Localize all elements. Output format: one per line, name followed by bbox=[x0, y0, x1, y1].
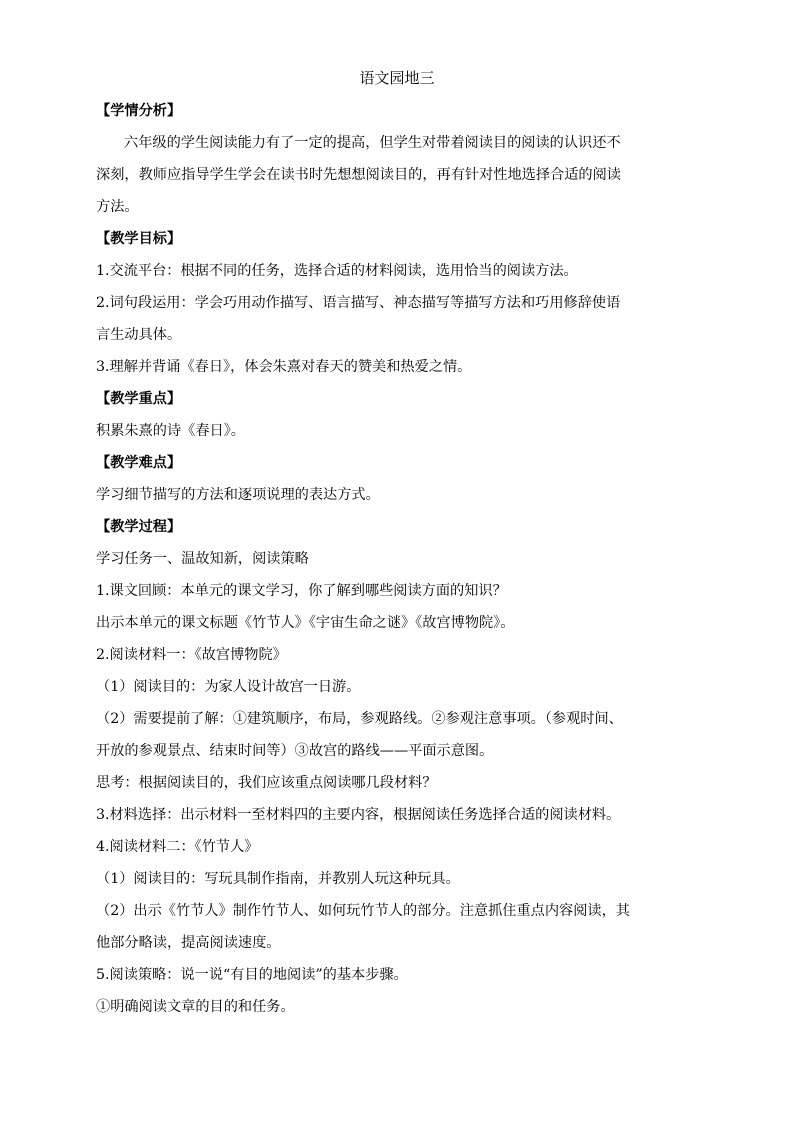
goal-item-1: 1.交流平台：根据不同的任务，选择合适的材料阅读，选用恰当的阅读方法。 bbox=[96, 263, 578, 279]
process-line: （2）出示《竹节人》制作竹节人、如何玩竹节人的部分。注意抓住重点内容阅读，其 bbox=[96, 903, 630, 919]
process-line: （1）阅读目的：写玩具制作指南，并教别人玩这种玩具。 bbox=[96, 871, 460, 887]
process-line: 2.阅读材料一：《故宫博物院》 bbox=[96, 647, 287, 663]
process-line: 1.课文回顾：本单元的课文学习，你了解到哪些阅读方面的知识？ bbox=[96, 583, 507, 599]
process-line: 学习任务一、温故知新，阅读策略 bbox=[96, 551, 309, 567]
process-line: 5.阅读策略：说一说“有目的地阅读”的基本步骤。 bbox=[96, 967, 408, 983]
section-heading-key-point: 【教学重点】 bbox=[96, 391, 182, 407]
process-line: 出示本单元的课文标题《竹节人》《宇宙生命之谜》《故宫博物院》。 bbox=[96, 615, 515, 631]
goal-item-2: 2.词句段运用：学会巧用动作描写、语言描写、神态描写等描写方法和巧用修辞使语 bbox=[96, 295, 621, 311]
analysis-line-2: 深刻，教师应指导学生学会在读书时先想想阅读目的，再有针对性地选择合适的阅读 bbox=[96, 167, 621, 183]
process-line: 思考：根据阅读目的，我们应该重点阅读哪几段材料？ bbox=[96, 775, 437, 791]
analysis-line-1: 六年级的学生阅读能力有了一定的提高，但学生对带着阅读目的阅读的认识还不 bbox=[124, 135, 621, 151]
section-heading-process: 【教学过程】 bbox=[96, 519, 182, 535]
process-line: ①明确阅读文章的目的和任务。 bbox=[96, 999, 295, 1015]
section-heading-difficulty: 【教学难点】 bbox=[96, 455, 182, 471]
analysis-line-3: 方法。 bbox=[96, 199, 139, 215]
section-heading-goals: 【教学目标】 bbox=[96, 231, 182, 247]
process-line: 3.材料选择：出示材料一至材料四的主要内容，根据阅读任务选择合适的阅读材料。 bbox=[96, 807, 621, 823]
process-line: （1）阅读目的：为家人设计故宫一日游。 bbox=[96, 679, 361, 695]
process-line: （2）需要提前了解：①建筑顺序，布局，参观路线。②参观注意事项。（参观时间、 bbox=[96, 711, 623, 727]
process-line: 他部分略读，提高阅读速度。 bbox=[96, 935, 281, 951]
difficulty-text: 学习细节描写的方法和逐项说理的表达方式。 bbox=[96, 487, 380, 503]
process-line: 4.阅读材料二：《竹节人》 bbox=[96, 839, 259, 855]
section-heading-analysis: 【学情分析】 bbox=[96, 103, 182, 119]
goal-item-3: 3.理解并背诵《春日》，体会朱熹对春天的赞美和热爱之情。 bbox=[96, 359, 472, 375]
document-title: 语文园地三 bbox=[359, 69, 435, 87]
document-page bbox=[96, 62, 698, 1023]
goal-item-2-continued: 言生动具体。 bbox=[96, 327, 182, 343]
key-point-text: 积累朱熹的诗《春日》。 bbox=[96, 423, 245, 439]
process-line: 开放的参观景点、结束时间等）③故宫的路线——平面示意图。 bbox=[96, 743, 494, 759]
